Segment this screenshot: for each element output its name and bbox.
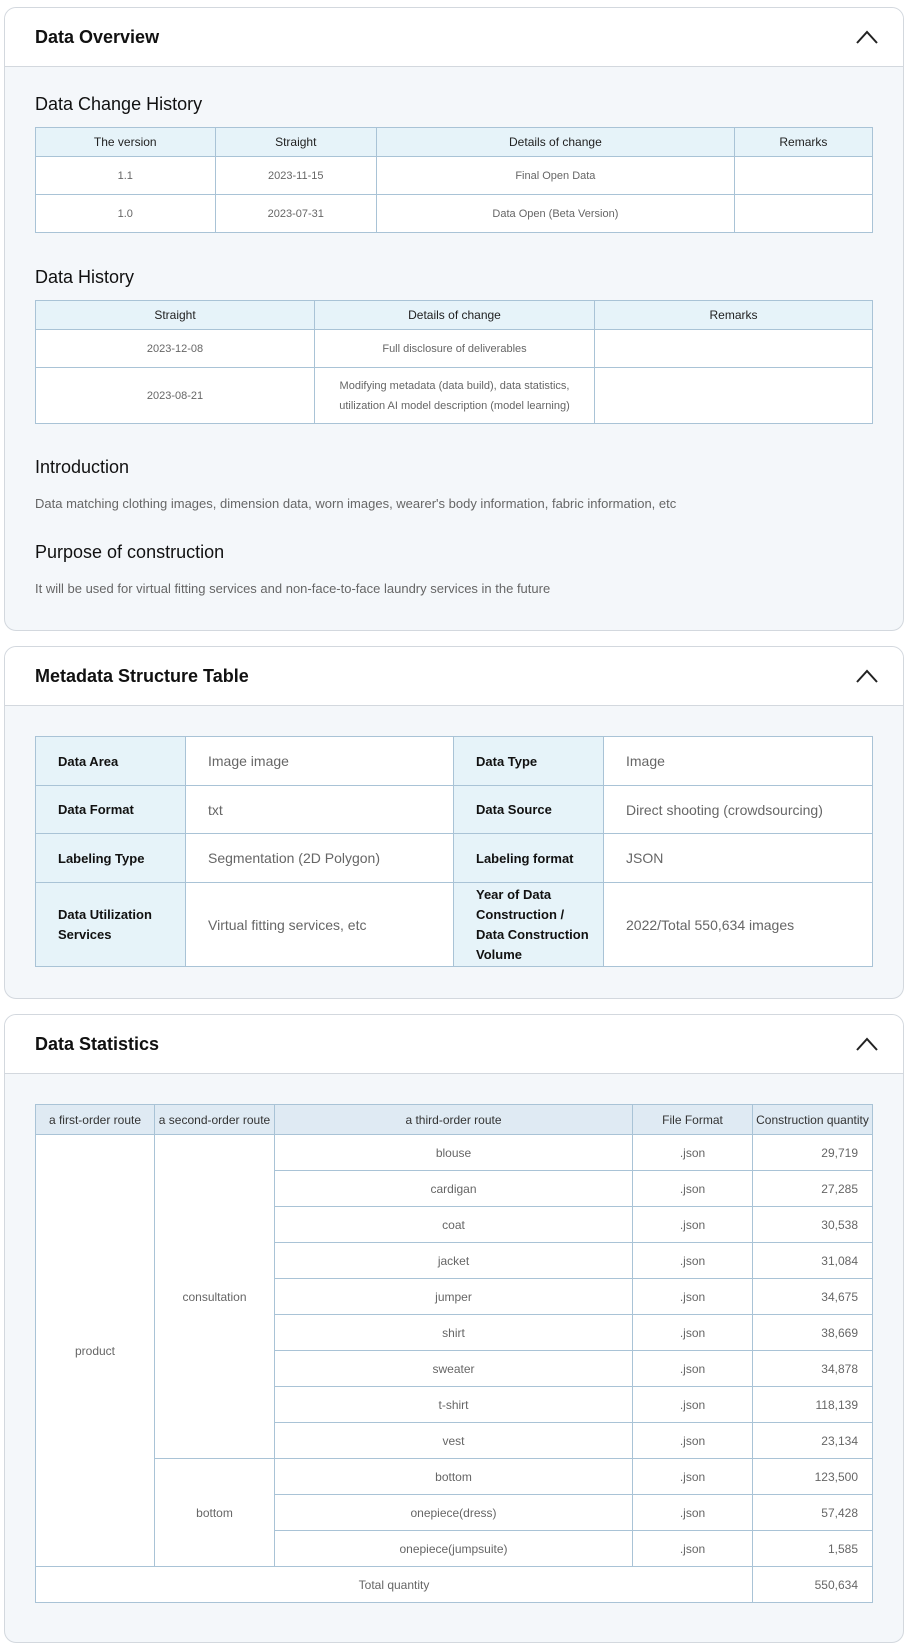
total-value: 550,634	[753, 1567, 873, 1603]
field-value: txt	[186, 786, 454, 834]
quantity-cell: 1,585	[753, 1531, 873, 1567]
table-row	[36, 737, 873, 786]
remarks-cell	[734, 157, 872, 195]
file-format-cell: .json	[633, 1207, 753, 1243]
quantity-cell: 31,084	[753, 1243, 873, 1279]
third-route-cell: blouse	[275, 1135, 633, 1171]
file-format-cell: .json	[633, 1171, 753, 1207]
table-row	[36, 330, 873, 368]
third-route-cell: onepiece(dress)	[275, 1495, 633, 1531]
date-cell: 2023-12-08	[36, 330, 315, 368]
table-row	[36, 368, 873, 424]
field-label: Data Type	[454, 737, 604, 786]
panel-title: Metadata Structure Table	[35, 665, 249, 686]
field-value: Virtual fitting services, etc	[186, 883, 454, 967]
column-header: Remarks	[595, 301, 873, 330]
field-label: Year of Data Construction / Data Construction Volume	[454, 883, 604, 967]
table-row	[36, 157, 873, 195]
field-value: Image image	[186, 737, 454, 786]
field-label: Data Source	[454, 786, 604, 834]
field-value: 2022/Total 550,634 images	[604, 883, 873, 967]
file-format-cell: .json	[633, 1423, 753, 1459]
field-label: Labeling format	[454, 834, 604, 883]
table-row	[36, 1459, 873, 1495]
column-header: Remarks	[734, 128, 872, 157]
statistics-panel	[4, 1014, 904, 1643]
introduction-text: Data matching clothing images, dimension data, worn images, wearer's body information, fabric information, etc	[35, 496, 677, 511]
field-value: JSON	[604, 834, 873, 883]
table-row	[36, 195, 873, 233]
third-route-cell: cardigan	[275, 1171, 633, 1207]
third-route-cell: vest	[275, 1423, 633, 1459]
quantity-cell: 30,538	[753, 1207, 873, 1243]
field-value: Image	[604, 737, 873, 786]
purpose-text: It will be used for virtual fitting services and non-face-to-face laundry services in the future	[35, 581, 551, 596]
field-label: Data Area	[36, 737, 186, 786]
data-history-table	[35, 300, 873, 424]
field-label: Data Utilization Services	[36, 883, 186, 967]
third-route-cell: onepiece(jumpsuite)	[275, 1531, 633, 1567]
chevron-up-icon[interactable]	[853, 1030, 881, 1058]
change-history-table	[35, 127, 873, 233]
details-cell: Modifying metadata (data build), data statistics, utilization AI model description (model learning)	[315, 368, 595, 424]
date-cell: 2023-08-21	[36, 368, 315, 424]
chevron-up-icon[interactable]	[853, 23, 881, 51]
field-label: Data Format	[36, 786, 186, 834]
metadata-panel	[4, 646, 904, 999]
change-history-title: Data Change History	[35, 94, 203, 114]
third-route-cell: bottom	[275, 1459, 633, 1495]
column-header: Straight	[36, 301, 315, 330]
field-value: Segmentation (2D Polygon)	[186, 834, 454, 883]
quantity-cell: 38,669	[753, 1315, 873, 1351]
statistics-table	[35, 1104, 873, 1603]
table-row	[36, 786, 873, 834]
quantity-cell: 123,500	[753, 1459, 873, 1495]
file-format-cell: .json	[633, 1531, 753, 1567]
third-route-cell: coat	[275, 1207, 633, 1243]
introduction-title: Introduction	[35, 457, 130, 477]
purpose-title: Purpose of construction	[35, 542, 225, 562]
panel-title: Data Overview	[35, 26, 160, 47]
file-format-cell: .json	[633, 1135, 753, 1171]
data-overview-header[interactable]	[5, 8, 903, 67]
details-cell: Data Open (Beta Version)	[376, 195, 734, 233]
file-format-cell: .json	[633, 1459, 753, 1495]
metadata-header[interactable]	[5, 647, 903, 706]
version-cell: 1.1	[36, 157, 216, 195]
column-header: a third-order route	[275, 1105, 633, 1135]
quantity-cell: 57,428	[753, 1495, 873, 1531]
panel-title: Data Statistics	[35, 1033, 160, 1054]
table-row	[36, 834, 873, 883]
file-format-cell: .json	[633, 1243, 753, 1279]
remarks-cell	[595, 368, 873, 424]
remarks-cell	[734, 195, 872, 233]
first-route-cell: product	[36, 1135, 155, 1567]
total-label: Total quantity	[36, 1567, 753, 1603]
third-route-cell: shirt	[275, 1315, 633, 1351]
column-header: a first-order route	[36, 1105, 155, 1135]
file-format-cell: .json	[633, 1387, 753, 1423]
table-row	[36, 1135, 873, 1171]
remarks-cell	[595, 330, 873, 368]
field-label: Labeling Type	[36, 834, 186, 883]
third-route-cell: jumper	[275, 1279, 633, 1315]
column-header: Straight	[215, 128, 376, 157]
file-format-cell: .json	[633, 1279, 753, 1315]
version-cell: 1.0	[36, 195, 216, 233]
file-format-cell: .json	[633, 1315, 753, 1351]
third-route-cell: sweater	[275, 1351, 633, 1387]
total-row	[36, 1567, 873, 1603]
quantity-cell: 118,139	[753, 1387, 873, 1423]
column-header: a second-order route	[155, 1105, 275, 1135]
quantity-cell: 27,285	[753, 1171, 873, 1207]
column-header: Details of change	[315, 301, 595, 330]
column-header: Construction quantity	[753, 1105, 873, 1135]
date-cell: 2023-07-31	[215, 195, 376, 233]
file-format-cell: .json	[633, 1495, 753, 1531]
quantity-cell: 23,134	[753, 1423, 873, 1459]
details-cell: Final Open Data	[376, 157, 734, 195]
metadata-table	[35, 736, 873, 967]
quantity-cell: 34,878	[753, 1351, 873, 1387]
column-header: File Format	[633, 1105, 753, 1135]
field-value: Direct shooting (crowdsourcing)	[604, 786, 873, 834]
table-row	[36, 883, 873, 967]
file-format-cell: .json	[633, 1351, 753, 1387]
data-overview-panel	[4, 7, 904, 631]
second-route-cell: bottom	[155, 1459, 275, 1567]
second-route-cell: consultation	[155, 1135, 275, 1459]
quantity-cell: 29,719	[753, 1135, 873, 1171]
data-history-title: Data History	[35, 267, 135, 287]
third-route-cell: t-shirt	[275, 1387, 633, 1423]
date-cell: 2023-11-15	[215, 157, 376, 195]
statistics-header[interactable]	[5, 1015, 903, 1074]
third-route-cell: jacket	[275, 1243, 633, 1279]
quantity-cell: 34,675	[753, 1279, 873, 1315]
chevron-up-icon[interactable]	[853, 662, 881, 690]
details-cell: Full disclosure of deliverables	[315, 330, 595, 368]
column-header: The version	[36, 128, 216, 157]
column-header: Details of change	[376, 128, 734, 157]
